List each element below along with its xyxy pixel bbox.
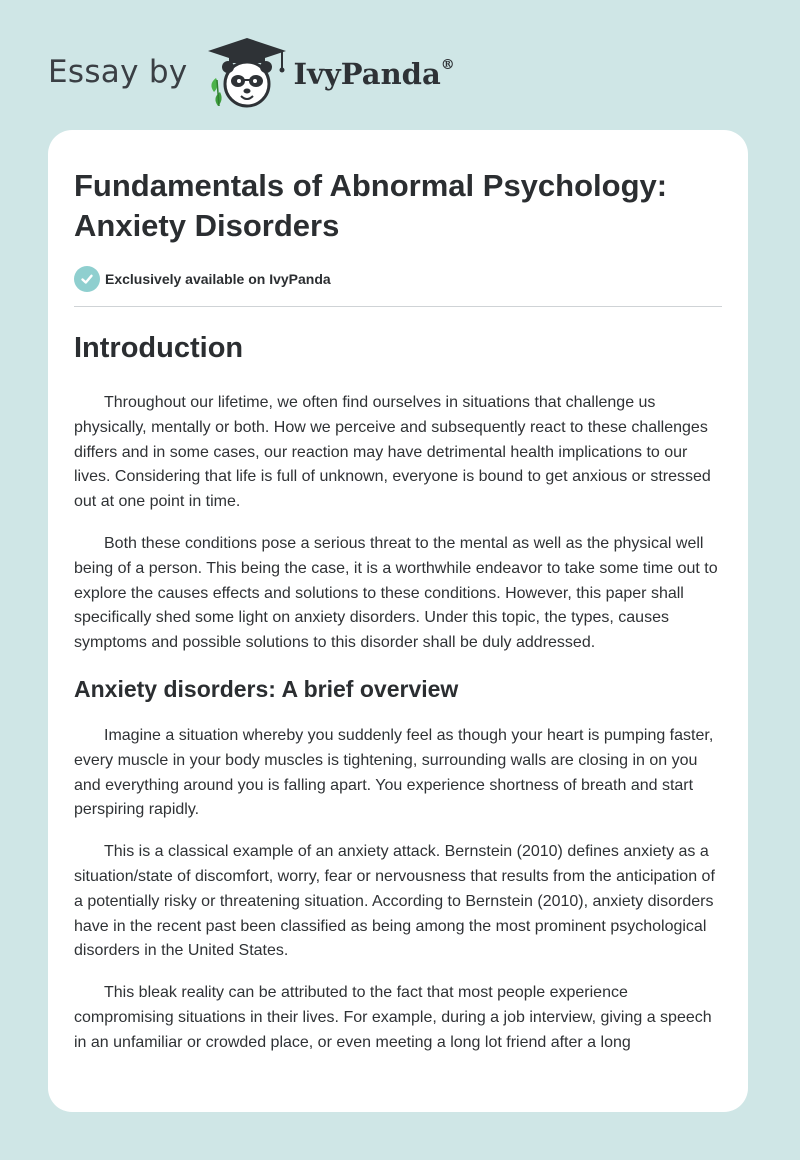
section-heading-introduction: Introduction xyxy=(74,332,244,364)
exclusive-badge xyxy=(74,266,722,292)
essay-by-label: Essay by xyxy=(48,54,188,90)
paragraph: This is a classical example of an anxiety attack. Bernstein (2010) defines anxiety as a situation/state of discomfort, worry, fear or nervousness that results from the anticipation of a potentially risky or threatening situation. According to Bernstein (2010), anxiety disorders have in the recent past been classified as being among the most prominent psychological disorders in the United States. xyxy=(74,843,715,960)
exclusive-label: Exclusively available on IvyPanda xyxy=(105,271,331,287)
ivypanda-brand[interactable] xyxy=(294,57,455,91)
section-heading-anxiety-overview: Anxiety disorders: A brief overview xyxy=(74,675,459,702)
panda-graduate-logo-icon[interactable] xyxy=(202,34,292,110)
checkmark-icon xyxy=(74,266,100,292)
paragraph: Throughout our lifetime, we often find ourselves in situations that challenge us physically, mentally or both. How we perceive and subsequently react to these challenges differs and in some cases, our reaction may have detrimental health implications to our lives. Considering that life is full of unknown, everyone is bound to get anxious or stressed out at one point in time. xyxy=(74,394,711,511)
essay-card xyxy=(48,130,748,1112)
divider xyxy=(74,306,722,307)
essay-title: Fundamentals of Abnormal Psychology: Anxiety Disorders xyxy=(74,168,668,243)
paragraph: Imagine a situation whereby you suddenly feel as though your heart is pumping faster, every muscle in your body muscles is tightening, surrounding walls are closing in on you and everything around you is falling apart. You experience shortness of breath and start perspiring rapidly. xyxy=(74,726,714,819)
paragraph: Both these conditions pose a serious threat to the mental as well as the physical well being of a person. This being the case, it is a worthwhile endeavor to take some time out to explore the causes effects and solutions to these conditions. However, this paper shall specifically shed some light on anxiety disorders. Under this topic, the types, causes symptoms and possible solutions to this disorder shall be duly addressed. xyxy=(74,534,718,652)
brand-name: IvyPanda xyxy=(293,57,441,91)
site-header xyxy=(48,32,455,112)
paragraph: This bleak reality can be attributed to the fact that most people experience compromising situations in their lives. For example, during a job interview, giving a speech in an unfamiliar or crowded place, or even meeting a long lot friend after a long xyxy=(74,984,712,1051)
registered-mark: ® xyxy=(440,57,455,74)
